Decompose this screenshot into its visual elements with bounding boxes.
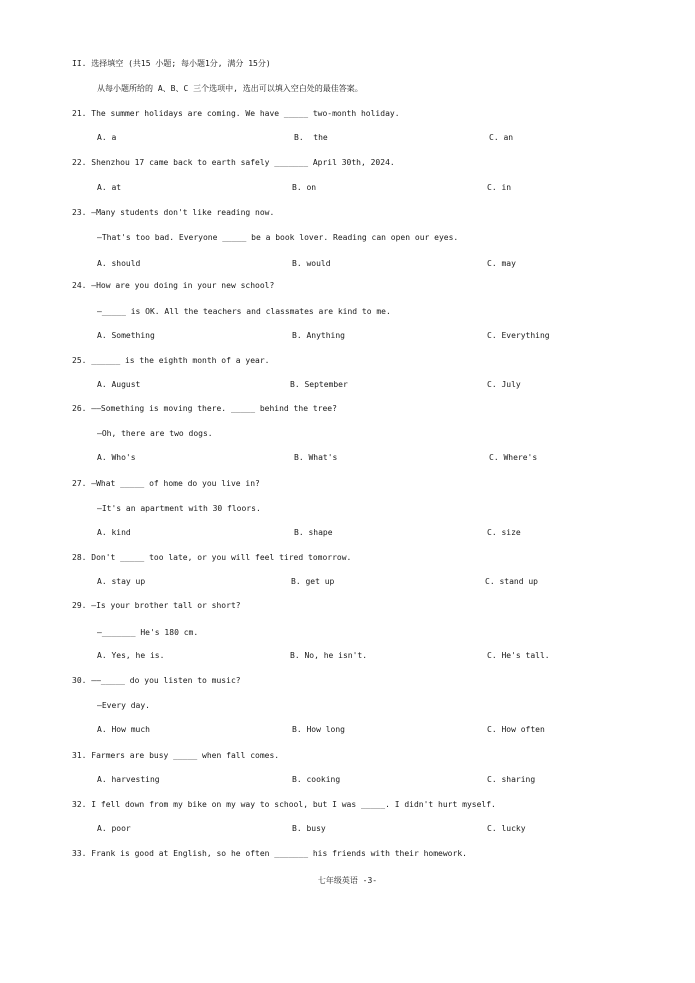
question-32-option-c: C. lucky — [487, 824, 526, 833]
question-29-option-b: B. No, he isn't. — [290, 651, 368, 660]
question-30-option-c: C. How often — [487, 725, 545, 734]
question-31-option-a: A. harvesting — [97, 775, 160, 784]
question-26-dialogue-line: —Oh, there are two dogs. — [97, 429, 213, 438]
question-32-stem: 32. I fell down from my bike on my way to school, but I was _____. I didn't hurt myself. — [72, 800, 496, 809]
question-22-option-b: B. on — [292, 183, 317, 192]
question-21-stem: 21. The summer holidays are coming. We have _____ two-month holiday. — [72, 109, 400, 118]
question-26-option-b: B. What's — [294, 453, 338, 462]
question-31-stem: 31. Farmers are busy _____ when fall comes. — [72, 751, 280, 760]
question-27-dialogue-line: —It's an apartment with 30 floors. — [97, 504, 261, 513]
question-27-stem: 27. —What _____ of home do you live in? — [72, 479, 260, 488]
question-24-option-a: A. Something — [97, 331, 155, 340]
question-31-option-b: B. cooking — [292, 775, 341, 784]
question-29-dialogue-line: —_______ He's 180 cm. — [97, 628, 199, 637]
question-25-option-a: A. August — [97, 380, 141, 389]
question-23-dialogue-line: —That's too bad. Everyone _____ be a book lover. Reading can open our eyes. — [97, 233, 459, 242]
question-28-option-c: C. stand up — [485, 577, 538, 586]
question-26-option-a: A. Who's — [97, 453, 136, 462]
question-22-stem: 22. Shenzhou 17 came back to earth safely _______ April 30th, 2024. — [72, 158, 395, 167]
question-30-stem: 30. ——_____ do you listen to music? — [72, 676, 241, 685]
question-27-option-c: C. size — [487, 528, 521, 537]
question-23-option-b: B. would — [292, 259, 331, 268]
question-30-dialogue-line: —Every day. — [97, 701, 150, 710]
question-22-option-c: C. in — [487, 183, 512, 192]
question-21-option-a: A. a — [97, 133, 117, 142]
question-25-stem: 25. ______ is the eighth month of a year. — [72, 356, 270, 365]
question-23-option-a: A. should — [97, 259, 141, 268]
question-26-stem: 26. ——Something is moving there. _____ behind the tree? — [72, 404, 337, 413]
question-24-option-c: C. Everything — [487, 331, 550, 340]
question-24-dialogue-line: —_____ is OK. All the teachers and classmates are kind to me. — [97, 307, 391, 316]
question-29-option-c: C. He's tall. — [487, 651, 550, 660]
question-26-option-c: C. Where's — [489, 453, 538, 462]
question-21-option-b: B. the — [294, 133, 328, 142]
section-instruction: 从每小题所给的 A、B、C 三个选项中, 选出可以填入空白处的最佳答案。 — [97, 84, 363, 93]
question-28-stem: 28. Don't _____ too late, or you will feel tired tomorrow. — [72, 553, 352, 562]
question-22-option-a: A. at — [97, 183, 122, 192]
question-23-option-c: C. may — [487, 259, 516, 268]
page-footer: 七年级英语 -3- — [317, 876, 378, 885]
question-32-option-a: A. poor — [97, 824, 131, 833]
question-25-option-c: C. July — [487, 380, 521, 389]
question-25-option-b: B. September — [290, 380, 348, 389]
question-33-stem: 33. Frank is good at English, so he often _______ his friends with their homework. — [72, 849, 467, 858]
question-24-option-b: B. Anything — [292, 331, 345, 340]
question-28-option-a: A. stay up — [97, 577, 146, 586]
question-28-option-b: B. get up — [291, 577, 335, 586]
question-23-stem: 23. —Many students don't like reading now. — [72, 208, 275, 217]
question-32-option-b: B. busy — [292, 824, 326, 833]
question-29-stem: 29. —Is your brother tall or short? — [72, 601, 241, 610]
question-31-option-c: C. sharing — [487, 775, 536, 784]
question-29-option-a: A. Yes, he is. — [97, 651, 165, 660]
question-21-option-c: C. an — [489, 133, 514, 142]
section-title: II. 选择填空 (共15 小题; 每小题1分, 满分 15分) — [72, 59, 271, 68]
question-27-option-a: A. kind — [97, 528, 131, 537]
question-24-stem: 24. —How are you doing in your new school? — [72, 281, 275, 290]
question-30-option-b: B. How long — [292, 725, 345, 734]
question-27-option-b: B. shape — [294, 528, 333, 537]
question-30-option-a: A. How much — [97, 725, 150, 734]
